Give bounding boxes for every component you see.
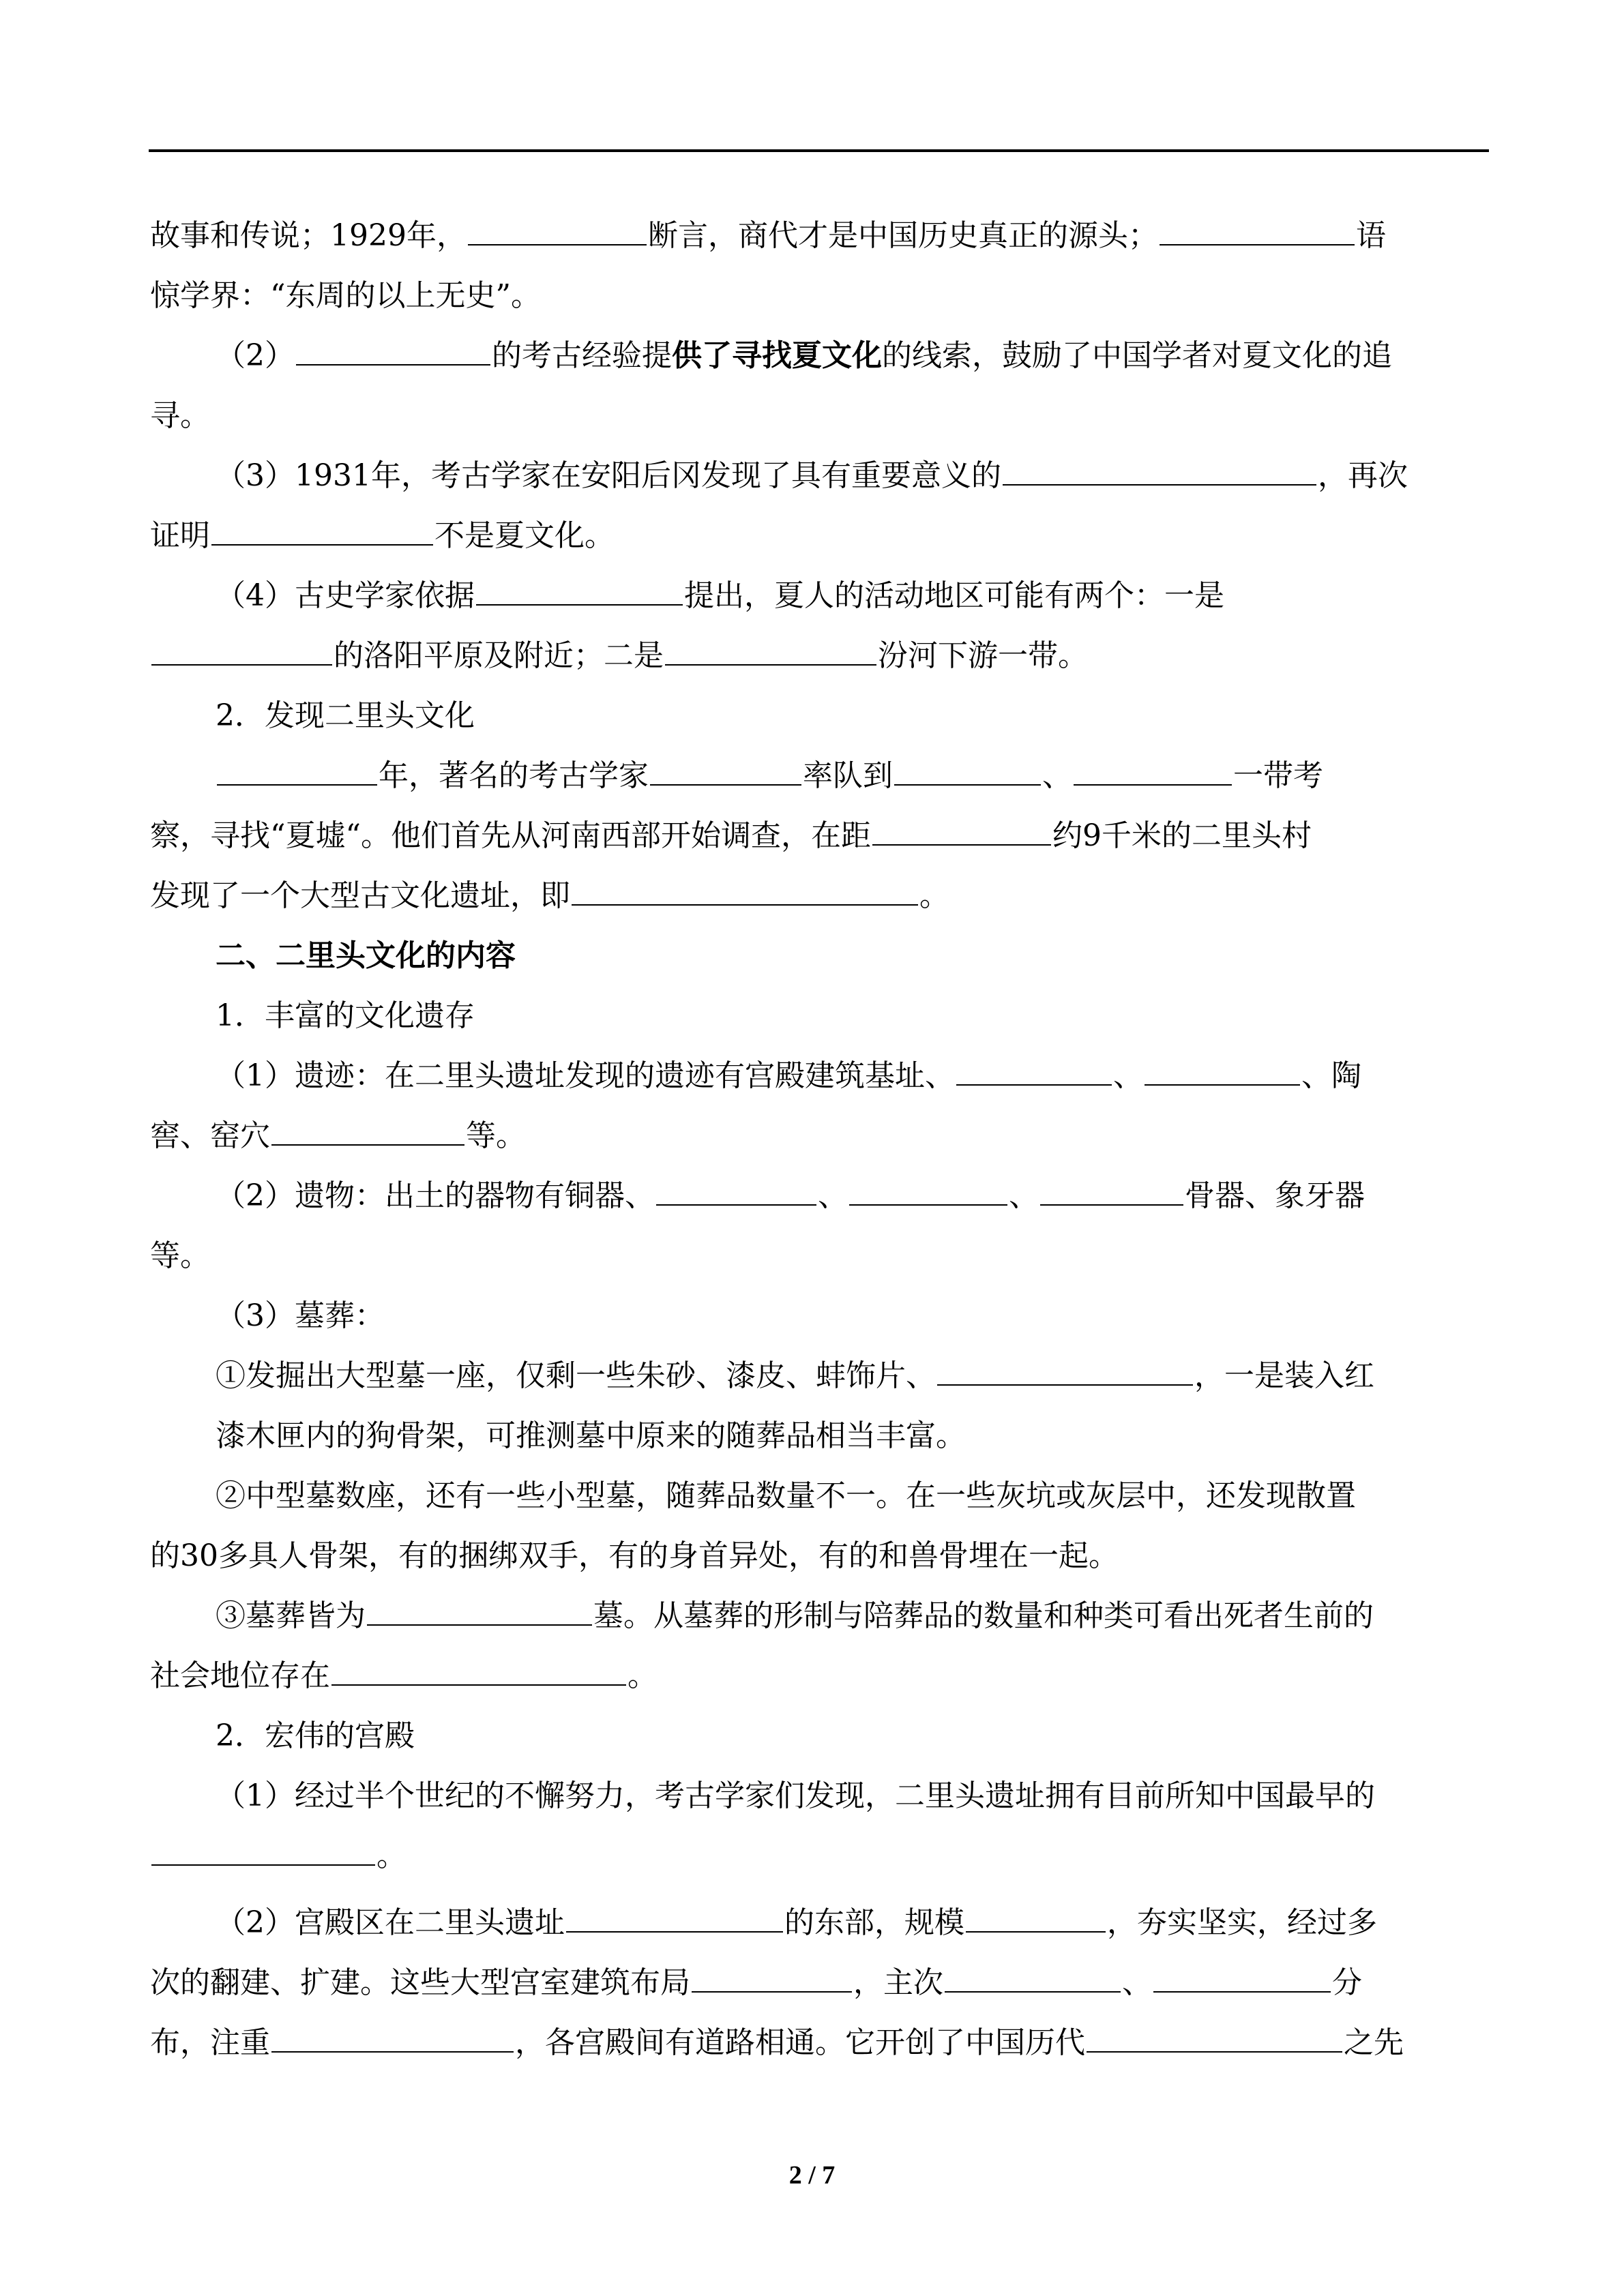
text-line: ③墓葬皆为 墓。从墓葬的形制与陪葬品的数量和种类可看出死者生前的 xyxy=(216,1586,1374,1646)
fill-blank[interactable] xyxy=(1153,1956,1331,1993)
fill-blank[interactable] xyxy=(468,209,647,245)
fill-blank[interactable] xyxy=(151,1829,375,1866)
fill-blank[interactable] xyxy=(1074,749,1232,786)
text-line: 。 xyxy=(150,1826,407,1886)
fill-blank[interactable] xyxy=(217,749,377,786)
fill-blank[interactable] xyxy=(665,629,876,666)
page-number: 2 / 7 xyxy=(788,2161,836,2190)
section-subtitle: 2．发现二里头文化 xyxy=(216,698,475,733)
text-line: 年，著名的考古学家 率队到 、 一带考 xyxy=(216,746,1323,806)
text-line: 故事和传说；1929年， 断言，商代才是中国历史真正的源头； 语 xyxy=(150,206,1386,266)
fill-blank[interactable] xyxy=(945,1956,1121,1993)
fill-blank[interactable] xyxy=(476,569,683,606)
text-line: （2） 的考古经验提供了寻找夏文化的线索，鼓励了中国学者对夏文化的追 xyxy=(216,326,1392,386)
fill-blank[interactable] xyxy=(692,1956,852,1993)
fill-blank[interactable] xyxy=(894,749,1041,786)
fill-blank[interactable] xyxy=(966,1896,1106,1933)
fill-blank[interactable] xyxy=(367,1589,592,1626)
fill-blank[interactable] xyxy=(271,1109,464,1146)
fill-blank[interactable] xyxy=(1040,1169,1183,1206)
fill-blank[interactable] xyxy=(1003,449,1316,486)
text-line: 布，注重 ，各宫殿间有道路相通。它开创了中国历代 之先 xyxy=(150,2013,1404,2073)
header-rule xyxy=(149,149,1489,152)
text-line: 惊学界：“东周的以上无史”。 xyxy=(150,278,541,313)
section-heading: 二、二里头文化的内容 xyxy=(216,938,516,973)
section-subtitle: 2．宏伟的宫殿 xyxy=(216,1718,415,1753)
fill-blank[interactable] xyxy=(956,1049,1112,1086)
text-line: 社会地位存在 。 xyxy=(150,1646,658,1706)
text-line: （2）宫殿区在二里头遗址 的东部，规模 ，夯实坚实，经过多 xyxy=(216,1893,1377,1953)
fill-blank[interactable] xyxy=(271,2016,514,2053)
text-line: 等。 xyxy=(150,1238,210,1273)
text-line: ①发掘出大型墓一座，仅剩一些朱砂、漆皮、蚌饰片、 ，一是装入红 xyxy=(216,1346,1374,1406)
fill-blank[interactable] xyxy=(211,509,433,546)
fill-blank[interactable] xyxy=(656,1169,816,1206)
text-line: （3）1931年，考古学家在安阳后冈发现了具有重要意义的 ，再次 xyxy=(216,446,1408,506)
fill-blank[interactable] xyxy=(296,329,490,366)
fill-blank[interactable] xyxy=(872,809,1051,846)
text-line: 窖、窑穴 等。 xyxy=(150,1106,526,1166)
fill-blank[interactable] xyxy=(331,1649,626,1686)
text-line: （1）经过半个世纪的不懈努力，考古学家们发现，二里头遗址拥有目前所知中国最早的 xyxy=(216,1778,1375,1813)
text-line: 证明 不是夏文化。 xyxy=(150,506,615,566)
fill-blank[interactable] xyxy=(937,1349,1193,1386)
fill-blank[interactable] xyxy=(849,1169,1007,1206)
text-line: （2）遗物：出土的器物有铜器、 、 、 骨器、象牙器 xyxy=(216,1166,1365,1226)
text-line: 察，寻找“夏墟“。他们首先从河南西部开始调查，在距 约9千米的二里头村 xyxy=(150,806,1312,866)
fill-blank[interactable] xyxy=(1160,209,1355,245)
text-line: 漆木匣内的狗骨架，可推测墓中原来的随葬品相当丰富。 xyxy=(216,1418,966,1453)
text-line: 的洛阳平原及附近；二是 汾河下游一带。 xyxy=(150,626,1088,686)
fill-blank[interactable] xyxy=(1145,1049,1300,1086)
text-line: （3）墓葬： xyxy=(216,1298,385,1333)
text-line: ②中型墓数座，还有一些小型墓，随葬品数量不一。在一些灰坑或灰层中，还发现散置 xyxy=(216,1478,1356,1513)
fill-blank[interactable] xyxy=(572,869,918,906)
text-line: 的30多具人骨架，有的捆绑双手，有的身首异处，有的和兽骨埋在一起。 xyxy=(150,1538,1119,1573)
text-line: （1）遗迹：在二里头遗址发现的遗迹有宫殿建筑基址、 、 、陶 xyxy=(216,1046,1361,1106)
text-line: （4）古史学家依据 提出，夏人的活动地区可能有两个：一是 xyxy=(216,566,1224,626)
text-line: 寻。 xyxy=(150,398,210,433)
section-subtitle: 1．丰富的文化遗存 xyxy=(216,998,475,1033)
fill-blank[interactable] xyxy=(650,749,801,786)
fill-blank[interactable] xyxy=(151,629,332,666)
fill-blank[interactable] xyxy=(566,1896,783,1933)
fill-blank[interactable] xyxy=(1087,2016,1342,2053)
text-line: 发现了一个大型古文化遗址，即 。 xyxy=(150,866,949,926)
text-line: 次的翻建、扩建。这些大型宫室建筑布局 ，主次 、 分 xyxy=(150,1953,1362,2013)
